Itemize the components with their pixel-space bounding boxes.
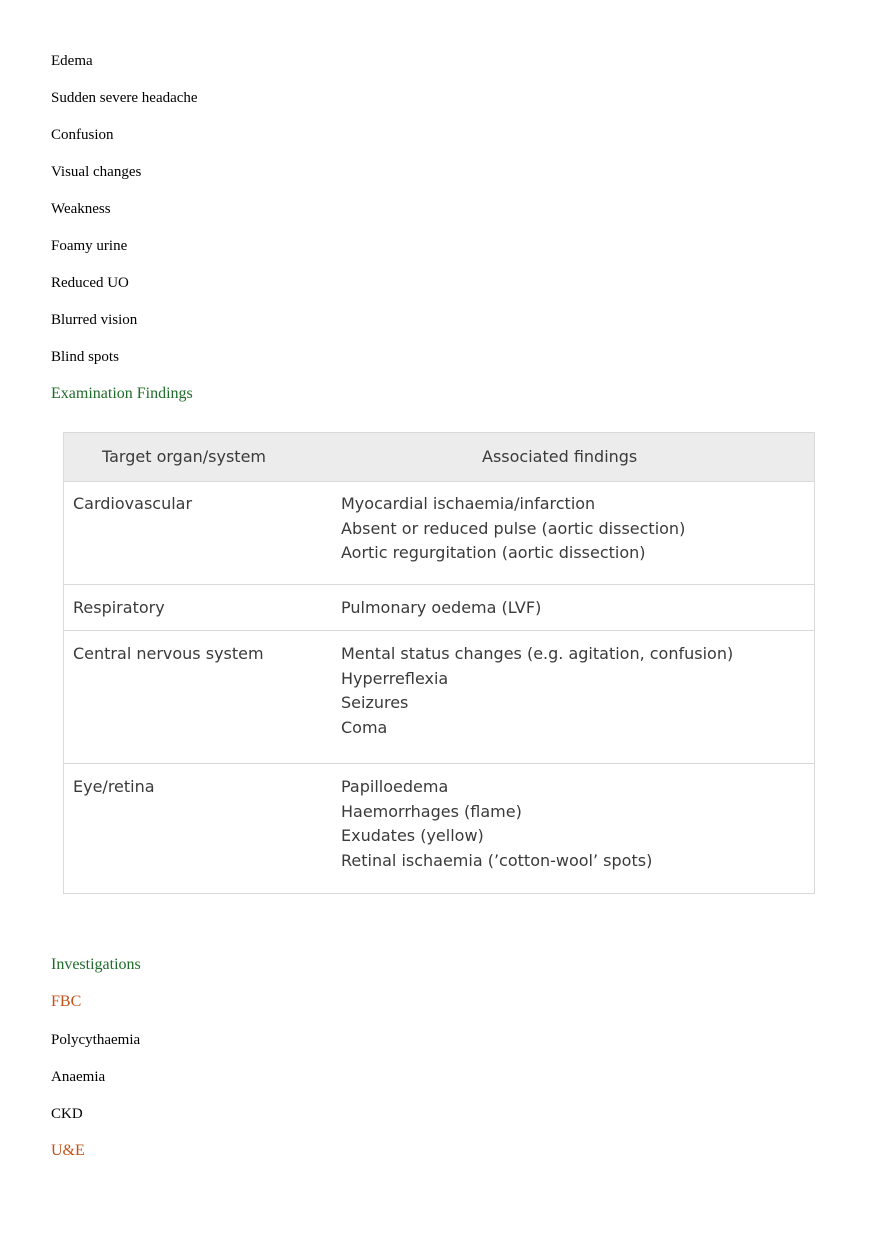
table-row	[64, 764, 814, 893]
symptom-item: Foamy urine	[51, 238, 128, 254]
finding-item: Exudates (yellow)	[341, 826, 484, 845]
table-row	[64, 585, 814, 631]
fbc-item: CKD	[51, 1106, 83, 1122]
finding-item: Mental status changes (e.g. agitation, confusion)	[341, 644, 734, 663]
finding-item: Hyperreflexia	[341, 668, 449, 688]
findings-cell	[341, 644, 733, 742]
finding-item: Haemorrhages (flame)	[341, 801, 522, 821]
organ-cell: Respiratory	[73, 598, 165, 617]
findings-cell	[341, 598, 541, 623]
symptom-item: Weakness	[51, 201, 111, 217]
finding-item: Retinal ischaemia (’cotton-wool’ spots)	[341, 850, 653, 870]
organ-cell: Central nervous system	[73, 644, 264, 663]
symptom-item: Blurred vision	[51, 312, 138, 328]
symptom-item: Visual changes	[51, 164, 142, 180]
table-header	[64, 433, 814, 482]
ue-heading: U&E	[51, 1142, 85, 1159]
finding-item: Coma	[341, 717, 388, 737]
organ-cell: Cardiovascular	[73, 494, 193, 513]
symptom-item: Reduced UO	[51, 275, 129, 291]
finding-item: Seizures	[341, 693, 409, 712]
header-findings: Associated findings	[482, 447, 638, 466]
symptom-item: Confusion	[51, 127, 114, 143]
finding-item: Myocardial ischaemia/infarction	[341, 494, 596, 513]
finding-item: Aortic regurgitation (aortic dissection)	[341, 543, 646, 562]
investigations-heading: Investigations	[51, 956, 141, 973]
findings-table	[63, 432, 815, 894]
findings-cell	[341, 494, 685, 568]
table-row	[64, 481, 814, 585]
symptom-item: Sudden severe headache	[51, 90, 198, 106]
finding-item: Papilloedema	[341, 777, 449, 796]
examination-heading: Examination Findings	[51, 385, 193, 402]
findings-cell	[341, 777, 652, 875]
fbc-item: Anaemia	[51, 1069, 106, 1085]
table-row	[64, 631, 814, 764]
fbc-heading: FBC	[51, 993, 82, 1010]
fbc-item: Polycythaemia	[51, 1032, 141, 1048]
finding-item: Pulmonary oedema (LVF)	[341, 598, 542, 617]
header-organ: Target organ/system	[102, 447, 267, 466]
symptom-item: Blind spots	[51, 349, 119, 365]
symptom-item: Edema	[51, 53, 93, 69]
finding-item: Absent or reduced pulse (aortic dissection)	[341, 518, 686, 538]
organ-cell: Eye/retina	[73, 777, 155, 796]
